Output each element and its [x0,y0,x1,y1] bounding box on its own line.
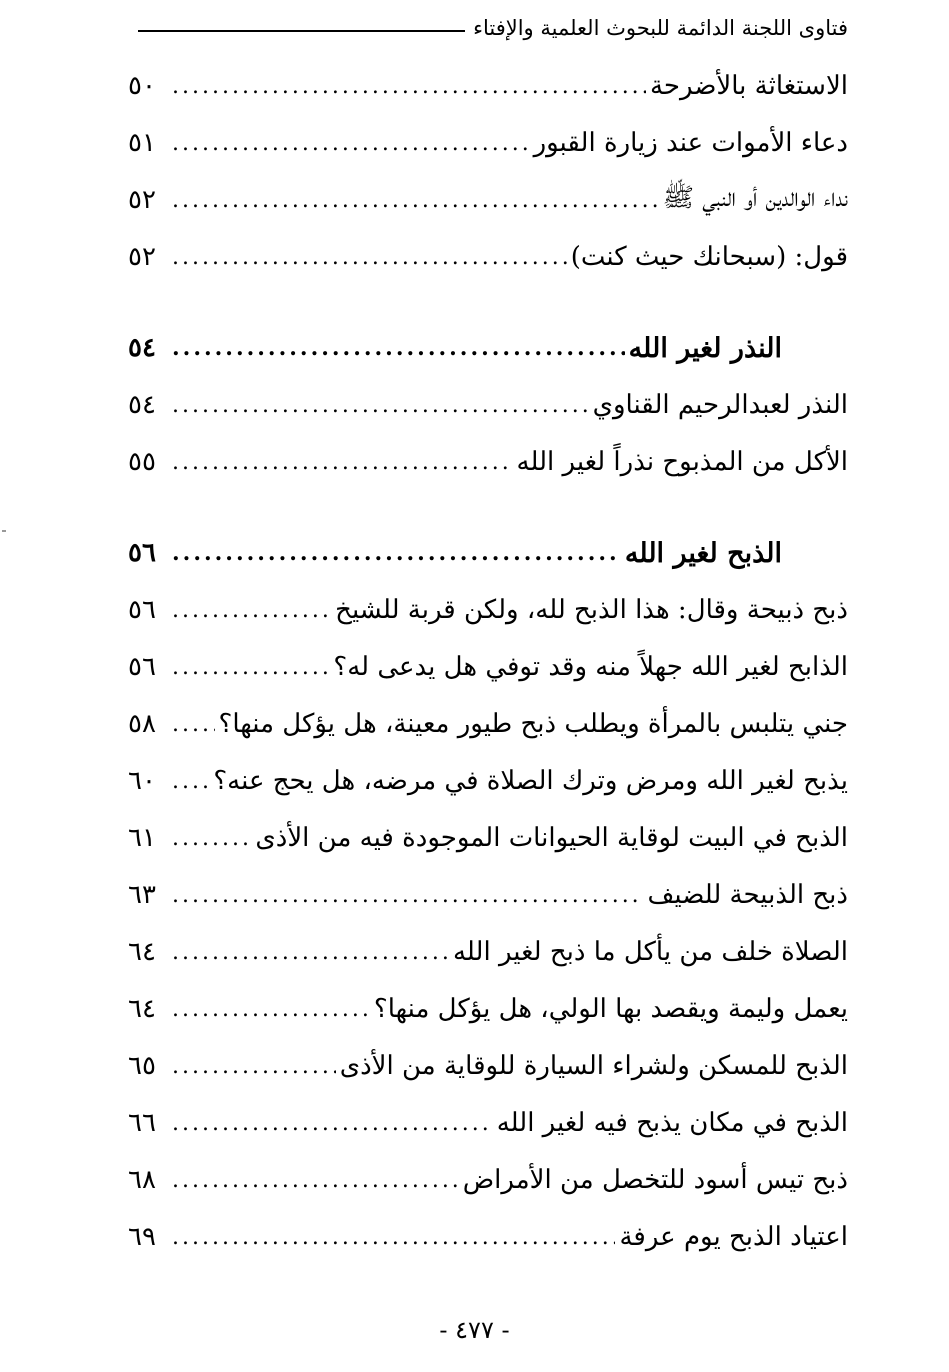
toc-entry-page: ٥٢ [128,185,156,215]
dot-leader [172,74,646,99]
toc-entry-page: ٥٤ [128,390,156,420]
dot-leader [172,335,625,361]
toc-entry-page: ٥٠ [128,71,156,101]
toc-section-title: الذبح لغير الله [624,537,782,569]
scan-edge-mark [2,530,6,532]
toc-section-heading [128,320,848,376]
dot-leader [172,1225,615,1250]
toc-entry-page: ٥٥ [128,447,156,477]
toc-entry-title: يعمل وليمة ويقصد بها الولي، هل يؤكل منها؟ [373,994,848,1024]
dot-leader [172,450,513,475]
toc-entry-page: ٦٣ [128,880,156,910]
toc-entry-title: الذبح في مكان يذبح فيه لغير الله [496,1108,848,1138]
dot-leader [172,1111,493,1136]
dot-leader [172,245,567,270]
running-header [138,8,848,48]
toc-entry-title: ذبح تيس أسود للتخصل من الأمراض [462,1165,848,1195]
toc-entry [128,867,848,923]
toc-entry [128,1209,848,1265]
toc-entry [128,696,848,752]
toc-entry [128,1152,848,1208]
toc-entry-page: ٥٨ [128,709,156,739]
toc-entry [128,434,848,490]
toc-entry-title: النذر لعبدالرحيم القناوي [592,390,848,420]
toc-entry-title: الاستغاثة بالأضرحة [649,71,848,101]
toc-entry-page: ٦٨ [128,1165,156,1195]
toc-entry-page: ٥٢ [128,242,156,272]
dot-leader [172,655,329,680]
toc-entry [128,753,848,809]
dot-leader [172,826,251,851]
header-title: فتاوى اللجنة الدائمة للبحوث العلمية والإفتاء [473,16,848,40]
toc-entry-page: ٦٥ [128,1051,156,1081]
toc-entry-title: يذبح لغير الله ومرض وترك الصلاة في مرضه، هل يحج عنه؟ [213,766,848,796]
dot-leader [172,940,449,965]
toc-entry [128,924,848,980]
dot-leader [172,188,659,213]
dot-leader [172,997,370,1022]
toc-entry [128,115,848,171]
toc-section-page: ٥٦ [128,538,156,568]
page-number-footer: - ٤٧٧ - [439,1316,510,1344]
toc-section-heading [128,525,848,581]
toc-entry [128,377,848,433]
dot-leader [172,540,621,566]
toc-entry-title: ذبح ذبيحة وقال: هذا الذبح لله، ولكن قربة للشيخ [335,595,848,625]
dot-leader [172,393,589,418]
toc-entry-title: الذبح في البيت لوقاية الحيوانات الموجودة فيه من الأذى [255,823,848,853]
toc-entry-title: ذبح الذبيحة للضيف [647,880,848,910]
toc-entry-page: ٥٦ [128,595,156,625]
toc-entry-title: نداء الوالدين أو النبي ﷺ [662,183,848,213]
toc-entry-page: ٦٠ [128,766,156,796]
dot-leader [172,883,643,908]
toc-entry [128,1095,848,1151]
toc-entry-page: ٦١ [128,823,156,853]
toc-entry-page: ٥١ [128,128,156,158]
dot-leader [172,769,209,794]
toc-entry [128,582,848,638]
toc-entry-title: جني يتلبس بالمرأة ويطلب ذبح طيور معينة، هل يؤكل منها؟ [218,709,848,739]
toc-entry-page: ٦٩ [128,1222,156,1252]
dot-leader [172,712,215,737]
toc-entry [128,1038,848,1094]
toc-entry-title: الأكل من المذبوح نذراً لغير الله [516,447,848,477]
dot-leader [172,1054,336,1079]
toc-entry-page: ٦٤ [128,937,156,967]
toc-entry [128,58,848,114]
toc-entry-title: قول: (سبحانك حيث كنت) [570,242,848,272]
toc-section-title: النذر لغير الله [628,332,782,364]
toc-entry-title: دعاء الأموات عند زيارة القبور [533,128,848,158]
toc-entry [128,172,848,228]
toc-entry-title: الصلاة خلف من يأكل ما ذبح لغير الله [452,937,848,967]
toc-entry-title: الذابح لغير الله جهلاً منه وقد توفي هل يدعى له؟ [333,652,848,682]
toc-entry [128,639,848,695]
toc-entry-title: الذبح للمسكن ولشراء السيارة للوقاية من الأذى [339,1051,848,1081]
toc-entry [128,981,848,1037]
toc-section-page: ٥٤ [128,333,156,363]
toc-entry [128,229,848,285]
toc-entry-page: ٦٦ [128,1108,156,1138]
toc-entry-title: اعتياد الذبح يوم عرفة [619,1222,848,1252]
toc-entry-page: ٥٦ [128,652,156,682]
header-rule [138,30,465,32]
dot-leader [172,598,331,623]
toc-entry-page: ٦٤ [128,994,156,1024]
dot-leader [172,131,530,156]
toc-entry [128,810,848,866]
dot-leader [172,1168,459,1193]
